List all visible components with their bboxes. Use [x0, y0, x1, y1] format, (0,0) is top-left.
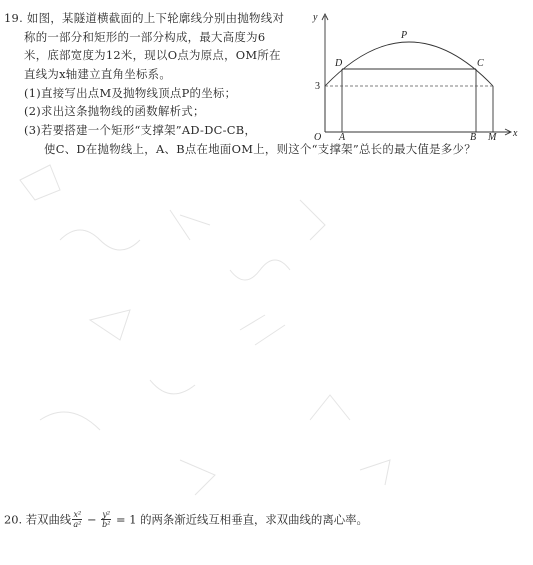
q19-line-3: 米，底部宽度为12米，现以O点为原点，OM所在: [24, 48, 281, 62]
label-3: 3: [315, 81, 320, 92]
label-x: x: [513, 128, 518, 139]
label-M: M: [488, 132, 497, 143]
label-y: y: [313, 12, 318, 23]
label-D: D: [335, 58, 343, 69]
q19-part-1: (1)直接写出点M及抛物线顶点P的坐标；: [24, 86, 237, 100]
q20-suffix: = 1 的两条渐近线互相垂直，求双曲线的离心率。: [112, 512, 368, 527]
label-P: P: [401, 30, 408, 41]
q19-line-2: 称的一部分和矩形的一部分构成，最大高度为6: [24, 30, 266, 44]
fraction-x2-a2: $\frac{\text{x²}}{\text{a²}}$: [73, 510, 82, 529]
q19-part-3-cont: 使C、D在抛物线上，A、B点在地面OM上，则这个“支撑架”总长的最大值是多少？: [44, 142, 476, 156]
fraction-y2-b2: $\frac{\text{y²}}{\text{b²}}$: [102, 510, 111, 529]
q19-line-1: 19. 如图，某隧道横截面的上下轮廓线分别由抛物线对: [4, 11, 285, 25]
parabola: [325, 42, 493, 86]
label-B: B: [470, 132, 477, 143]
q19-part-2: (2)求出这条抛物线的函数解析式；: [24, 104, 205, 118]
label-O: O: [314, 132, 322, 143]
q20-minus: −: [83, 512, 101, 527]
q19-part-3: (3)若要搭建一个矩形“支撑架”AD-DC-CB，: [24, 123, 257, 137]
q20-prefix: 20. 若双曲线: [4, 512, 72, 527]
tunnel-diagram: [305, 8, 530, 143]
q19-line-4: 直线为x轴建立直角坐标系。: [24, 67, 172, 81]
label-C: C: [477, 58, 484, 69]
q20: [4, 510, 368, 540]
label-A: A: [339, 132, 346, 143]
